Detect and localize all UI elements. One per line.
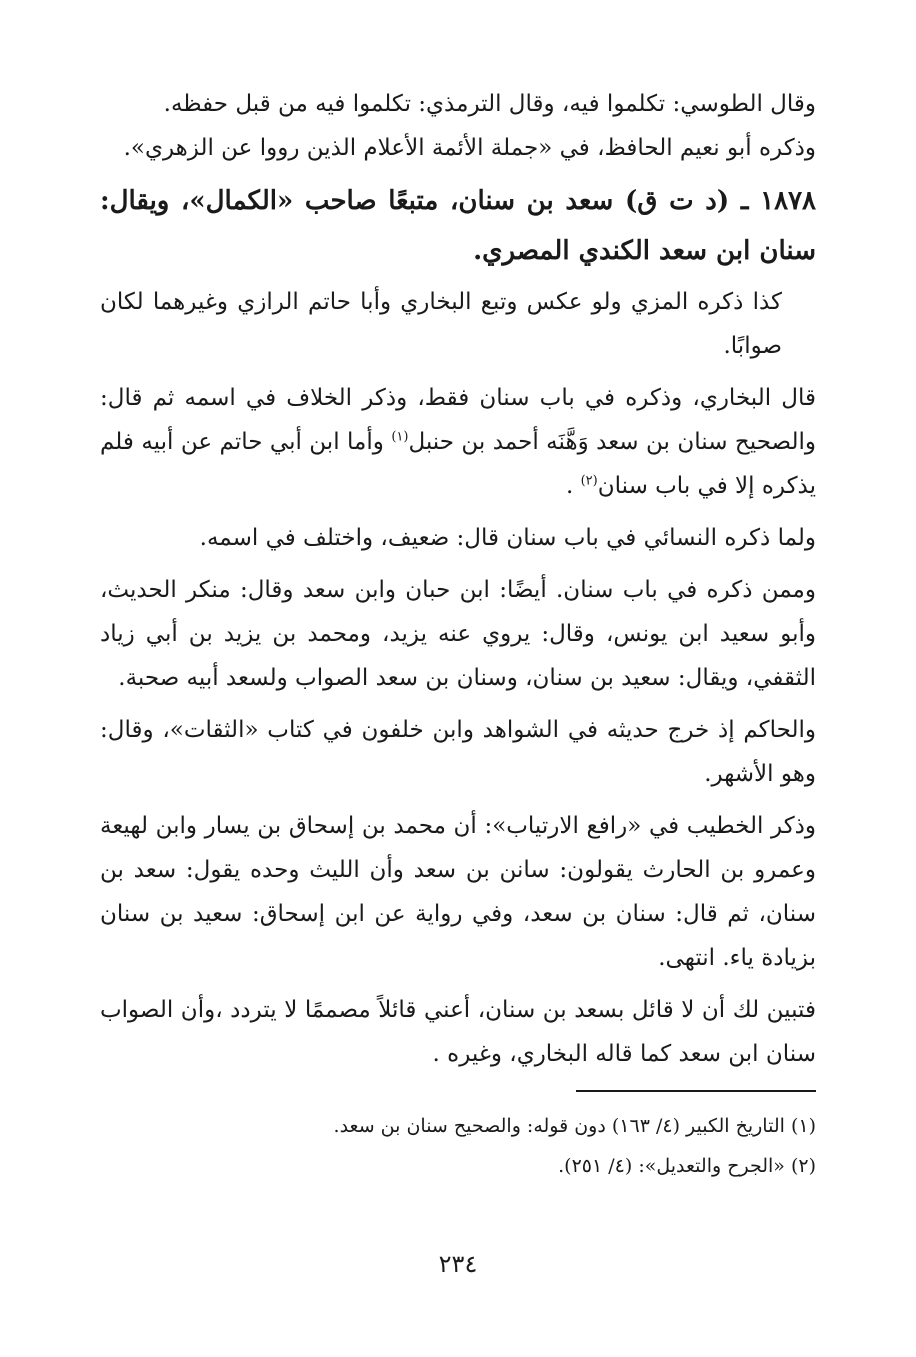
footnote-2: (٢) «الجرح والتعديل»: (٤/ ٢٥١). xyxy=(558,1155,816,1177)
paragraph-conclusion: فتبين لك أن لا قائل بسعد بن سنان، أعني قائلاً مصممًا لا يتردد ،وأن الصواب سنان ابن سعد كما قاله البخاري، وغيره . xyxy=(100,997,816,1067)
footnote-1: (١) التاريخ الكبير (٤/ ١٦٣) دون قوله: والصحيح سنان بن سعد. xyxy=(333,1115,816,1137)
paragraph-bukhari xyxy=(100,376,816,508)
bukhari-text-a: قال البخاري، وذكره في باب سنان فقط، وذكر الخلاف في اسمه ثم قال: والصحيح سنان بن سعد وَهَّنَه أحمد بن حنبل xyxy=(100,385,816,455)
entry-heading: ١٨٧٨ ـ (د ت ق) سعد بن سنان، متبعًا صاحب «الكمال»، ويقال: سنان ابن سعد الكندي المصري. xyxy=(100,186,816,266)
paragraph-abu-nuaim: وذكره أبو نعيم الحافظ، في «جملة الأئمة الأعلام الذين رووا عن الزهري». xyxy=(123,135,816,161)
footnote-divider xyxy=(576,1090,816,1092)
paragraph-mizzi: كذا ذكره المزي ولو عكس وتبع البخاري وأبا حاتم الرازي وغيرهما لكان صوابًا. xyxy=(100,289,782,359)
paragraph-khatib: وذكر الخطيب في «رافع الارتياب»: أن محمد بن إسحاق بن يسار وابن لهيعة وعمرو بن الحارث يقولون: سانن بن سعد وأن الليث وحده يقول: سعد بن سنان، ثم قال: سنان بن سعد، وفي رواية عن ابن إسحاق: سعيد بن سنان بزيادة ياء. انتهى. xyxy=(100,813,816,971)
paragraph-nasai: ولما ذكره النسائي في باب سنان قال: ضعيف، واختلف في اسمه. xyxy=(199,525,816,551)
footnote-ref-2: (٢) xyxy=(580,473,598,489)
page-number: ٢٣٤ xyxy=(438,1250,478,1278)
bukhari-text-c: . xyxy=(565,473,581,499)
paragraph-ibn-hibban: وممن ذكره في باب سنان. أيضًا: ابن حبان وابن سعد وقال: منكر الحديث، وأبو سعيد ابن يونس، وقال: يروي عنه يزيد، ومحمد بن يزيد بن أبي زياد الثقفي، ويقال: سعيد بن سنان، وسنان بن سعد الصواب ولسعد أبيه صحبة. xyxy=(100,577,816,691)
paragraph-hakim: والحاكم إذ خرج حديثه في الشواهد وابن خلفون في كتاب «الثقات»، وقال: وهو الأشهر. xyxy=(100,717,816,787)
bukhari-text-b: وأما ابن أبي حاتم عن أبيه فلم يذكره إلا في باب سنان xyxy=(100,429,816,499)
paragraph-tusi: وقال الطوسي: تكلموا فيه، وقال الترمذي: تكلموا فيه من قبل حفظه. xyxy=(163,91,816,117)
page-text xyxy=(100,82,816,1186)
footnote-ref-1: (١) xyxy=(391,429,409,445)
